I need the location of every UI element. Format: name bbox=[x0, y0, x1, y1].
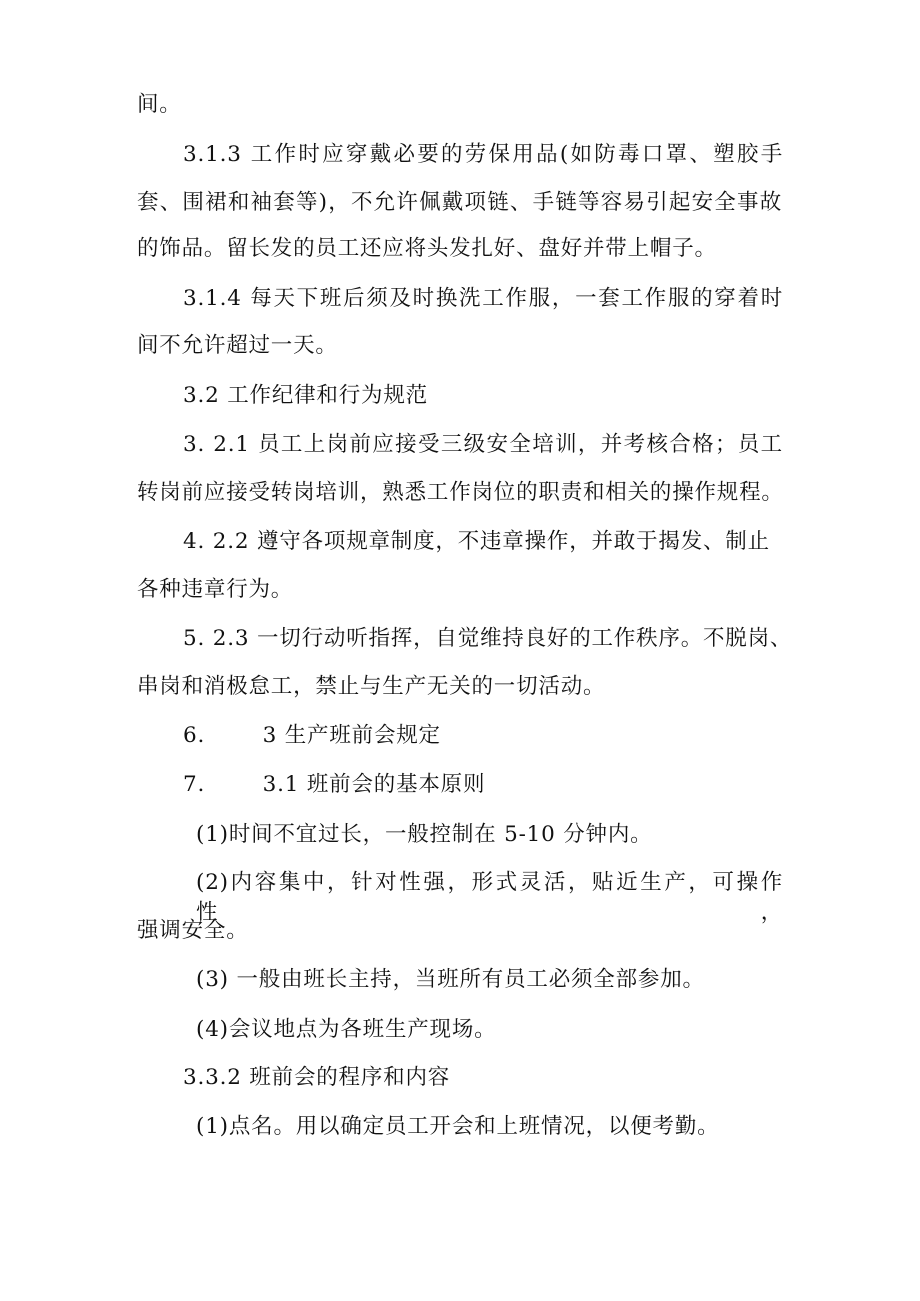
list-marker: 6. bbox=[183, 723, 206, 748]
paragraph-line: 3. 2.1 员工上岗前应接受三级安全培训，并考核合格；员工 bbox=[183, 432, 783, 457]
paragraph-line: 间不允许超过一天。 bbox=[137, 333, 338, 358]
list-item-text: 2.3 一切行动听指挥，自觉维持良好的工作秩序。不脱岗、 bbox=[212, 626, 793, 651]
list-item-text: 2.2 遵守各项规章制度，不违章操作，并敢于揭发、制止 bbox=[212, 529, 770, 554]
list-marker: 4. bbox=[183, 529, 206, 554]
section-heading: 3.1 班前会的基本原则 bbox=[262, 772, 486, 797]
list-item bbox=[183, 721, 441, 751]
list-item bbox=[183, 770, 485, 800]
list-item: (3) 一般由班长主持，当班所有员工必须全部参加。 bbox=[196, 967, 705, 992]
paragraph-line: 各种违章行为。 bbox=[137, 577, 294, 602]
list-item: (2)内容集中，针对性强，形式灵活，贴近生产，可操作性， bbox=[196, 870, 783, 925]
paragraph-line: 3.1.4 每天下班后须及时换洗工作服，一套工作服的穿着时 bbox=[183, 286, 783, 311]
list-marker: 5. bbox=[183, 626, 206, 651]
list-item bbox=[183, 624, 792, 654]
section-heading: 3 生产班前会规定 bbox=[262, 723, 441, 748]
paragraph-line: 间。 bbox=[137, 92, 182, 117]
paragraph-line: 强调安全。 bbox=[137, 918, 249, 943]
list-item: (1)时间不宜过长，一般控制在 5-10 分钟内。 bbox=[196, 822, 653, 847]
section-heading: 3.2 工作纪律和行为规范 bbox=[183, 383, 428, 408]
section-heading: 3.3.2 班前会的程序和内容 bbox=[183, 1065, 451, 1090]
paragraph-line: 3.1.3 工作时应穿戴必要的劳保用品(如防毒口罩、塑胶手 bbox=[183, 142, 783, 167]
paragraph-line: 的饰品。留长发的员工还应将头发扎好、盘好并带上帽子。 bbox=[137, 236, 717, 261]
paragraph-line: 转岗前应接受转岗培训，熟悉工作岗位的职责和相关的操作规程。 bbox=[137, 480, 784, 505]
list-marker: 7. bbox=[183, 772, 206, 797]
list-item: (1)点名。用以确定员工开会和上班情况，以便考勤。 bbox=[196, 1114, 720, 1139]
list-item: (4)会议地点为各班生产现场。 bbox=[196, 1017, 497, 1042]
paragraph-line: 套、围裙和袖套等)，不允许佩戴项链、手链等容易引起安全事故 bbox=[137, 190, 782, 215]
list-item bbox=[183, 527, 770, 557]
paragraph-line: 串岗和消极怠工，禁止与生产无关的一切活动。 bbox=[137, 674, 606, 699]
